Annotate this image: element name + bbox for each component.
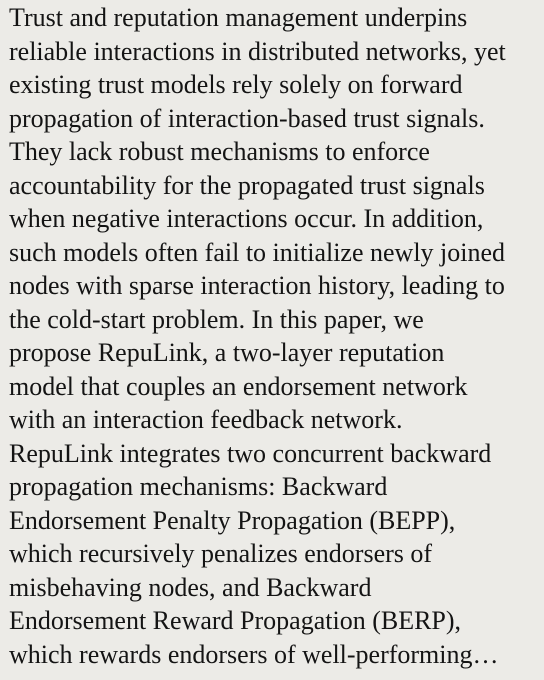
abstract-line: Trust and reputation management underpins [9, 3, 468, 32]
abstract-line: which rewards endorsers of well-performing… [9, 639, 499, 669]
abstract-line: propose RepuLink, a two-layer reputation [9, 338, 445, 367]
abstract-line: when negative interactions occur. In addition, [9, 204, 484, 233]
abstract-line: accountability for the propagated trust signals [9, 170, 485, 200]
abstract-line: such models often fail to initialize newly joined [9, 237, 506, 267]
abstract-line: They lack robust mechanisms to enforce [9, 137, 430, 166]
abstract-line: which recursively penalizes endorsers of [9, 539, 433, 568]
abstract-line: with an interaction feedback network. [9, 405, 403, 434]
abstract-line: reliable interactions in distributed networks, yet [9, 36, 506, 66]
abstract-line: nodes with sparse interaction history, leading to [9, 271, 505, 300]
abstract-line: RepuLink integrates two concurrent backward [9, 438, 492, 468]
abstract-line: Endorsement Reward Propagation (BERP), [9, 606, 462, 635]
abstract-line: propagation mechanisms: Backward [9, 472, 388, 501]
abstract-line: existing trust models rely solely on forward [9, 70, 463, 99]
abstract-text [9, 1, 539, 671]
abstract-line: propagation of interaction-based trust signals. [9, 103, 485, 133]
abstract-line: misbehaving nodes, and Backward [9, 572, 372, 602]
abstract-line: Endorsement Penalty Propagation (BEPP), [9, 505, 456, 535]
abstract-line: model that couples an endorsement network [9, 371, 468, 401]
abstract-line: the cold-start problem. In this paper, we [9, 304, 424, 334]
